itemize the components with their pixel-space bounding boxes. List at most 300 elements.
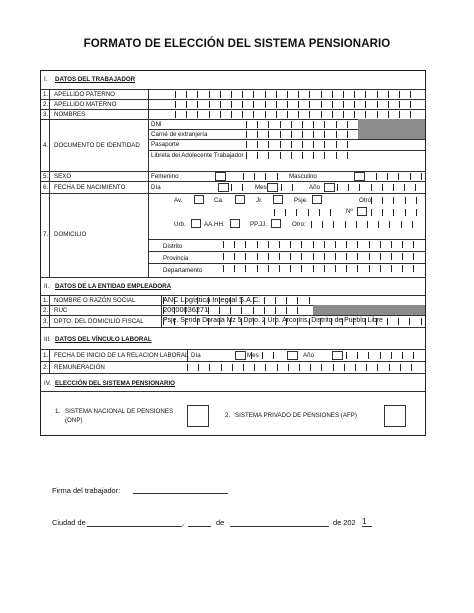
- char-separator: [365, 91, 366, 98]
- section-heading-labor: DATOS DEL VÍNCULO LABORAL: [55, 336, 152, 343]
- char-separator: [313, 253, 314, 260]
- char-separator: [321, 101, 322, 108]
- section-heading-pension: ELECCIÓN DEL SISTEMA PENSIONARIO: [55, 380, 175, 387]
- addr-ca-box[interactable]: [235, 195, 245, 204]
- char-separator: [253, 318, 254, 325]
- char-separator: [421, 318, 422, 325]
- char-separator: [253, 297, 254, 304]
- char-separator: [209, 91, 210, 98]
- addr-urb-box[interactable]: [191, 219, 201, 228]
- char-separator: [290, 241, 291, 248]
- addr-psje-box[interactable]: [312, 195, 322, 204]
- char-separator: [292, 184, 293, 191]
- month-line[interactable]: [230, 526, 329, 527]
- char-separator: [313, 265, 314, 272]
- char-separator: [230, 318, 231, 325]
- char-separator: [416, 209, 417, 216]
- divider: [41, 89, 425, 90]
- year-line[interactable]: [362, 526, 372, 527]
- char-separator: [416, 197, 417, 204]
- option-number: 1.: [55, 408, 61, 415]
- addr-jr-box[interactable]: [273, 195, 283, 204]
- addr-otro2: Otro:: [292, 221, 306, 228]
- char-separator: [389, 221, 390, 228]
- char-separator: [376, 318, 377, 325]
- char-separator: [344, 364, 345, 371]
- divider: [148, 139, 425, 140]
- divider: [41, 99, 425, 100]
- row-number: 2.: [43, 307, 49, 314]
- char-separator: [231, 184, 232, 191]
- char-separator: [320, 318, 321, 325]
- char-separator: [324, 241, 325, 248]
- char-separator: [405, 197, 406, 204]
- char-separator: [366, 364, 367, 371]
- char-separator: [388, 91, 389, 98]
- char-separator: [253, 111, 254, 118]
- char-separator: [309, 318, 310, 325]
- divider: [49, 295, 50, 327]
- char-separator: [402, 352, 403, 359]
- divider: [41, 373, 425, 374]
- char-separator: [291, 141, 292, 148]
- char-separator: [398, 318, 399, 325]
- char-separator: [163, 307, 164, 314]
- char-separator: [324, 152, 325, 159]
- char-separator: [275, 318, 276, 325]
- page-title: FORMATO DE ELECCIÓN DEL SISTEMA PENSIONARIO: [83, 38, 391, 50]
- char-separator: [234, 253, 235, 260]
- char-separator: [273, 352, 274, 359]
- addr-provincia: Provincia: [163, 255, 189, 262]
- addr-ca: Ca.: [214, 197, 224, 204]
- char-separator: [343, 111, 344, 118]
- char-separator: [276, 91, 277, 98]
- char-separator: [415, 184, 416, 191]
- char-separator: [388, 101, 389, 108]
- char-separator: [387, 318, 388, 325]
- char-separator: [230, 297, 231, 304]
- char-separator: [298, 111, 299, 118]
- char-separator: [186, 111, 187, 118]
- char-separator: [400, 364, 401, 371]
- label-ruc: RUC: [54, 307, 68, 314]
- char-separator: [336, 152, 337, 159]
- char-separator: [332, 91, 333, 98]
- char-separator: [348, 184, 349, 191]
- char-separator: [265, 364, 266, 371]
- char-separator: [313, 141, 314, 148]
- char-separator: [246, 131, 247, 138]
- divider: [148, 239, 425, 240]
- char-separator: [346, 265, 347, 272]
- divider: [148, 119, 149, 277]
- addr-psje: Psje.: [294, 197, 308, 204]
- option-number: 2.: [225, 412, 231, 419]
- char-separator: [186, 91, 187, 98]
- char-separator: [380, 265, 381, 272]
- char-separator: [254, 364, 255, 371]
- char-separator: [391, 241, 392, 248]
- char-separator: [369, 253, 370, 260]
- start-month-box[interactable]: [287, 351, 298, 360]
- city-line[interactable]: [87, 526, 182, 527]
- char-separator: [332, 101, 333, 108]
- char-separator: [175, 101, 176, 108]
- char-separator: [309, 297, 310, 304]
- day-line[interactable]: [188, 526, 211, 527]
- char-separator: [163, 297, 164, 304]
- char-separator: [335, 253, 336, 260]
- char-separator: [330, 209, 331, 216]
- char-separator: [242, 101, 243, 108]
- addr-departamento: Departamento: [163, 267, 203, 274]
- row-number: 3.: [43, 111, 49, 118]
- char-separator: [393, 184, 394, 191]
- char-separator: [187, 364, 188, 371]
- female-checkbox[interactable]: [215, 172, 226, 181]
- char-separator: [402, 253, 403, 260]
- char-separator: [410, 173, 411, 180]
- char-separator: [324, 141, 325, 148]
- char-separator: [399, 101, 400, 108]
- char-separator: [347, 141, 348, 148]
- char-separator: [393, 209, 394, 216]
- divider: [41, 109, 425, 110]
- char-separator: [291, 152, 292, 159]
- char-separator: [257, 131, 258, 138]
- char-separator: [253, 91, 254, 98]
- char-separator: [309, 91, 310, 98]
- char-separator: [343, 101, 344, 108]
- char-separator: [291, 131, 292, 138]
- char-separator: [242, 111, 243, 118]
- addr-ppjj-box[interactable]: [271, 219, 281, 228]
- birth-year-label: Año: [309, 184, 321, 191]
- addr-numero-box[interactable]: [357, 207, 367, 216]
- char-separator: [231, 101, 232, 108]
- char-separator: [297, 307, 298, 314]
- char-separator: [380, 352, 381, 359]
- char-separator: [268, 265, 269, 272]
- row-number: 1.: [43, 352, 49, 359]
- divider: [41, 349, 425, 350]
- char-separator: [377, 111, 378, 118]
- char-separator: [253, 101, 254, 108]
- year-digit: 1: [362, 517, 367, 526]
- char-separator: [301, 241, 302, 248]
- char-separator: [279, 265, 280, 272]
- char-separator: [234, 241, 235, 248]
- char-separator: [302, 141, 303, 148]
- label-sexo: SEXO: [54, 173, 72, 180]
- start-year-label: Año: [303, 352, 315, 359]
- char-separator: [387, 173, 388, 180]
- signature-line[interactable]: [133, 493, 228, 494]
- char-separator: [321, 111, 322, 118]
- divider: [41, 193, 425, 194]
- row-number: 3.: [43, 318, 49, 325]
- doc-type-pasaporte: Pasaporte: [151, 141, 180, 148]
- addr-aahh-box[interactable]: [230, 219, 240, 228]
- onp-label: SISTEMA NACIONAL DE PENSIONES: [65, 408, 174, 415]
- birth-month-box[interactable]: [267, 183, 278, 192]
- char-separator: [369, 241, 370, 248]
- char-separator: [410, 91, 411, 98]
- char-separator: [279, 253, 280, 260]
- char-separator: [378, 221, 379, 228]
- char-separator: [302, 152, 303, 159]
- row-number: 1.: [43, 91, 49, 98]
- char-separator: [357, 253, 358, 260]
- char-separator: [276, 101, 277, 108]
- char-separator: [410, 111, 411, 118]
- char-separator: [253, 307, 254, 314]
- char-separator: [219, 307, 220, 314]
- addr-numero: Nº: [346, 208, 353, 215]
- char-separator: [357, 265, 358, 272]
- section-heading-worker: DATOS DEL TRABAJADOR: [55, 76, 136, 83]
- char-separator: [335, 265, 336, 272]
- char-separator: [286, 307, 287, 314]
- char-separator: [242, 184, 243, 191]
- char-separator: [310, 364, 311, 371]
- addr-av-box[interactable]: [194, 195, 204, 204]
- char-separator: [368, 352, 369, 359]
- char-separator: [286, 297, 287, 304]
- char-separator: [174, 297, 175, 304]
- char-separator: [357, 352, 358, 359]
- onp-checkbox[interactable]: [187, 405, 209, 427]
- char-separator: [257, 253, 258, 260]
- char-separator: [346, 241, 347, 248]
- char-separator: [297, 297, 298, 304]
- row-number: 6.: [43, 184, 49, 191]
- char-separator: [257, 241, 258, 248]
- divider: [41, 171, 425, 172]
- label-nombres: NOMBRES: [54, 111, 86, 118]
- char-separator: [399, 111, 400, 118]
- char-separator: [280, 131, 281, 138]
- divider: [49, 171, 50, 277]
- char-separator: [209, 111, 210, 118]
- char-separator: [243, 173, 244, 180]
- char-separator: [342, 318, 343, 325]
- label-domicilio-fiscal: DPTO. DEL DOMICILIO FISCAL: [54, 318, 144, 325]
- char-separator: [404, 184, 405, 191]
- divider: [41, 277, 425, 278]
- year-prefix: de 202: [333, 518, 356, 527]
- addr-jr: Jr.: [256, 197, 263, 204]
- char-separator: [393, 197, 394, 204]
- char-separator: [413, 253, 414, 260]
- divider: [148, 150, 425, 151]
- char-separator: [274, 209, 275, 216]
- char-separator: [241, 318, 242, 325]
- char-separator: [175, 111, 176, 118]
- char-separator: [359, 184, 360, 191]
- char-separator: [290, 265, 291, 272]
- char-separator: [333, 221, 334, 228]
- comma: ,: [182, 518, 185, 527]
- char-separator: [208, 318, 209, 325]
- char-separator: [251, 352, 252, 359]
- char-separator: [264, 318, 265, 325]
- start-day-label: Día: [191, 352, 201, 359]
- char-separator: [367, 221, 368, 228]
- char-separator: [245, 265, 246, 272]
- char-separator: [308, 209, 309, 216]
- char-separator: [197, 111, 198, 118]
- char-separator: [302, 121, 303, 128]
- char-separator: [355, 364, 356, 371]
- char-separator: [388, 111, 389, 118]
- char-separator: [185, 318, 186, 325]
- de-label: de: [216, 518, 225, 527]
- row-number: 4.: [43, 142, 49, 149]
- afp-label: SISTEMA PRIVADO DE PENSIONES (AFP): [235, 412, 357, 419]
- char-separator: [254, 173, 255, 180]
- char-separator: [230, 307, 231, 314]
- char-separator: [365, 111, 366, 118]
- char-separator: [389, 364, 390, 371]
- char-separator: [223, 253, 224, 260]
- char-separator: [354, 101, 355, 108]
- char-separator: [346, 253, 347, 260]
- birth-day-label: Día: [151, 184, 161, 191]
- char-separator: [413, 241, 414, 248]
- char-separator: [405, 209, 406, 216]
- char-separator: [281, 184, 282, 191]
- char-separator: [347, 131, 348, 138]
- male-checkbox[interactable]: [354, 172, 365, 181]
- char-separator: [365, 318, 366, 325]
- char-separator: [220, 91, 221, 98]
- label-apellido-materno: APELLIDO MATERNO: [54, 101, 117, 108]
- birth-day-box[interactable]: [218, 183, 229, 192]
- char-separator: [241, 307, 242, 314]
- char-separator: [354, 91, 355, 98]
- char-separator: [409, 318, 410, 325]
- section-number: IV.: [44, 380, 51, 387]
- char-separator: [185, 307, 186, 314]
- char-separator: [313, 131, 314, 138]
- label-fecha-nacimiento: FECHA DE NACIMIENTO: [54, 184, 126, 191]
- char-separator: [302, 131, 303, 138]
- divider: [148, 263, 425, 264]
- divider: [41, 327, 425, 328]
- char-separator: [402, 241, 403, 248]
- label-documento-identidad: DOCUMENTO DE IDENTIDAD: [54, 142, 140, 149]
- char-separator: [288, 364, 289, 371]
- char-separator: [410, 101, 411, 108]
- char-separator: [309, 111, 310, 118]
- char-separator: [399, 91, 400, 98]
- shaded-cell: [313, 305, 425, 315]
- char-separator: [163, 318, 164, 325]
- char-separator: [382, 184, 383, 191]
- char-separator: [220, 101, 221, 108]
- char-separator: [285, 209, 286, 216]
- char-separator: [365, 101, 366, 108]
- char-separator: [287, 101, 288, 108]
- sex-female-label: Femenino: [151, 173, 179, 180]
- char-separator: [268, 241, 269, 248]
- char-separator: [324, 253, 325, 260]
- section-number: II.: [44, 283, 50, 290]
- char-separator: [276, 111, 277, 118]
- char-separator: [264, 297, 265, 304]
- char-separator: [345, 221, 346, 228]
- label-fecha-inicio: FECHA DE INICIO DE LA RELACION LABORAL: [54, 352, 189, 359]
- char-separator: [321, 91, 322, 98]
- char-separator: [268, 152, 269, 159]
- char-separator: [301, 265, 302, 272]
- char-separator: [231, 111, 232, 118]
- char-separator: [319, 209, 320, 216]
- sex-male-label: Masculino: [289, 173, 317, 180]
- birth-year-box[interactable]: [324, 183, 335, 192]
- char-separator: [391, 352, 392, 359]
- doc-type-dni: DNI: [151, 121, 162, 128]
- char-separator: [290, 253, 291, 260]
- char-separator: [197, 101, 198, 108]
- char-separator: [357, 241, 358, 248]
- char-separator: [377, 91, 378, 98]
- char-separator: [411, 364, 412, 371]
- signature-label: Firma del trabajador:: [52, 486, 121, 495]
- afp-checkbox[interactable]: [384, 405, 406, 427]
- char-separator: [313, 241, 314, 248]
- char-separator: [371, 197, 372, 204]
- char-separator: [220, 111, 221, 118]
- char-separator: [265, 111, 266, 118]
- char-separator: [336, 121, 337, 128]
- char-separator: [301, 253, 302, 260]
- char-separator: [413, 265, 414, 272]
- section-number: I.: [44, 76, 48, 83]
- char-separator: [332, 111, 333, 118]
- char-separator: [219, 297, 220, 304]
- label-remuneracion: REMUNERACIÓN: [54, 364, 105, 371]
- char-separator: [208, 307, 209, 314]
- start-day-box[interactable]: [235, 351, 246, 360]
- char-separator: [268, 121, 269, 128]
- birth-month-label: Mes: [255, 184, 267, 191]
- doc-type-libreta: Libreta del Adolecente Trabajador: [151, 152, 244, 159]
- addr-av: Av.: [174, 197, 183, 204]
- divider: [148, 89, 149, 119]
- char-separator: [377, 364, 378, 371]
- char-separator: [398, 173, 399, 180]
- char-separator: [343, 91, 344, 98]
- char-separator: [287, 91, 288, 98]
- char-separator: [380, 241, 381, 248]
- char-separator: [232, 364, 233, 371]
- char-separator: [279, 241, 280, 248]
- start-year-box[interactable]: [332, 351, 343, 360]
- char-separator: [197, 91, 198, 98]
- char-separator: [324, 265, 325, 272]
- char-separator: [174, 307, 175, 314]
- char-separator: [223, 241, 224, 248]
- char-separator: [377, 101, 378, 108]
- addr-aahh: AA.HH.: [204, 221, 225, 228]
- char-separator: [280, 141, 281, 148]
- char-separator: [257, 141, 258, 148]
- char-separator: [413, 352, 414, 359]
- char-separator: [297, 318, 298, 325]
